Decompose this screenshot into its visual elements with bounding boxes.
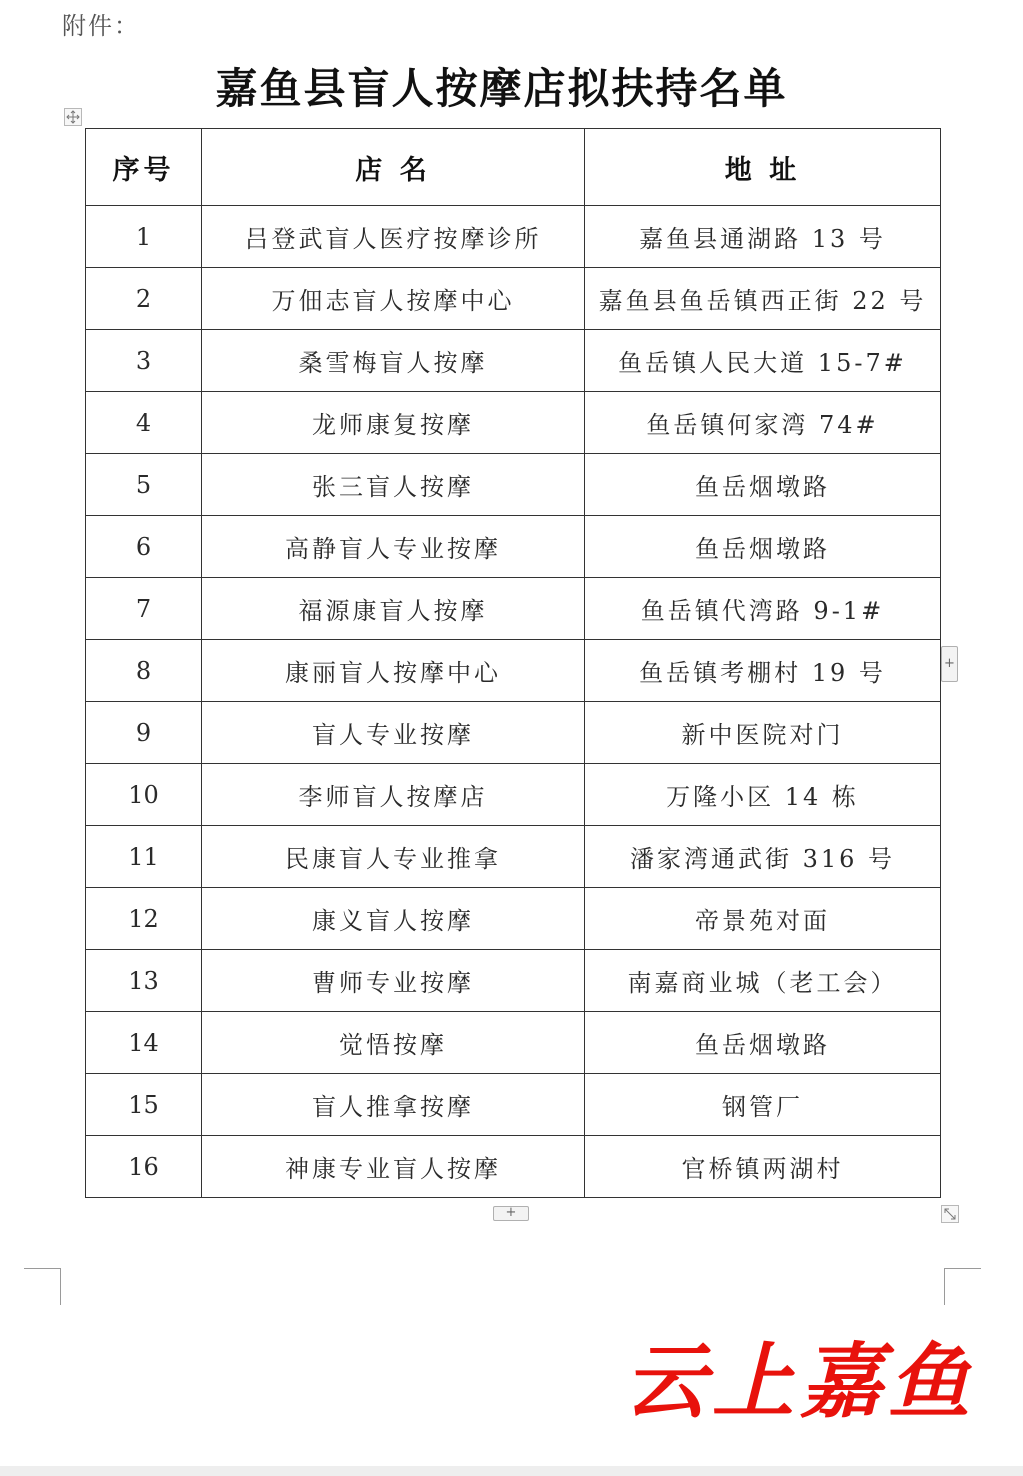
header-shop-name: 店 名 — [202, 129, 585, 206]
row-shop-name: 神康专业盲人按摩 — [202, 1136, 585, 1198]
table-row — [86, 640, 941, 702]
row-address: 钢管厂 — [585, 1074, 941, 1136]
table-row — [86, 1012, 941, 1074]
row-index: 12 — [86, 888, 202, 950]
page-corner-mark-right — [944, 1268, 981, 1305]
table-row — [86, 454, 941, 516]
row-index: 16 — [86, 1136, 202, 1198]
row-address: 新中医院对门 — [585, 702, 941, 764]
row-index: 9 — [86, 702, 202, 764]
row-address: 嘉鱼县通湖路 13 号 — [585, 206, 941, 268]
row-index: 4 — [86, 392, 202, 454]
page-bottom-edge — [0, 1466, 1023, 1476]
table-row — [86, 1074, 941, 1136]
row-shop-name: 盲人推拿按摩 — [202, 1074, 585, 1136]
row-shop-name: 张三盲人按摩 — [202, 454, 585, 516]
document-title: 嘉鱼县盲人按摩店拟扶持名单 — [215, 64, 788, 113]
row-index: 5 — [86, 454, 202, 516]
table-row — [86, 1136, 941, 1198]
table-row — [86, 764, 941, 826]
row-index: 7 — [86, 578, 202, 640]
table-row — [86, 702, 941, 764]
row-shop-name: 吕登武盲人医疗按摩诊所 — [202, 206, 585, 268]
row-shop-name: 康丽盲人按摩中心 — [202, 640, 585, 702]
table-row — [86, 888, 941, 950]
table-row — [86, 578, 941, 640]
move-icon — [65, 109, 81, 125]
table-row — [86, 330, 941, 392]
row-shop-name: 桑雪梅盲人按摩 — [202, 330, 585, 392]
row-index: 14 — [86, 1012, 202, 1074]
row-shop-name: 高静盲人专业按摩 — [202, 516, 585, 578]
watermark-text: 云上嘉鱼 — [624, 1334, 976, 1430]
row-address: 鱼岳镇人民大道 15-7# — [585, 330, 941, 392]
table-header-row — [86, 129, 941, 206]
table-row — [86, 206, 941, 268]
row-shop-name: 福源康盲人按摩 — [202, 578, 585, 640]
row-index: 6 — [86, 516, 202, 578]
add-column-button[interactable]: + — [941, 646, 958, 682]
table-resize-handle[interactable] — [941, 1205, 959, 1223]
row-address: 官桥镇两湖村 — [585, 1136, 941, 1198]
add-row-button[interactable]: + — [493, 1206, 529, 1221]
table-move-handle[interactable] — [64, 108, 82, 126]
row-address: 潘家湾通武街 316 号 — [585, 826, 941, 888]
row-index: 2 — [86, 268, 202, 330]
table-row — [86, 950, 941, 1012]
row-shop-name: 盲人专业按摩 — [202, 702, 585, 764]
row-index: 15 — [86, 1074, 202, 1136]
table-row — [86, 516, 941, 578]
row-shop-name: 万佃志盲人按摩中心 — [202, 268, 585, 330]
row-address: 南嘉商业城（老工会） — [585, 950, 941, 1012]
yunshang-jiayu-watermark — [610, 1330, 990, 1430]
row-address: 鱼岳烟墩路 — [585, 1012, 941, 1074]
row-shop-name: 曹师专业按摩 — [202, 950, 585, 1012]
row-index: 1 — [86, 206, 202, 268]
row-shop-name: 康义盲人按摩 — [202, 888, 585, 950]
row-shop-name: 龙师康复按摩 — [202, 392, 585, 454]
row-index: 11 — [86, 826, 202, 888]
row-address: 嘉鱼县鱼岳镇西正街 22 号 — [585, 268, 941, 330]
page-corner-mark-left — [24, 1268, 61, 1305]
attachment-label: 附件： — [62, 12, 140, 40]
row-address: 鱼岳镇何家湾 74# — [585, 392, 941, 454]
row-index: 10 — [86, 764, 202, 826]
row-address: 帝景苑对面 — [585, 888, 941, 950]
row-address: 鱼岳镇代湾路 9-1# — [585, 578, 941, 640]
row-address: 鱼岳镇考棚村 19 号 — [585, 640, 941, 702]
header-index: 序号 — [86, 129, 202, 206]
row-index: 13 — [86, 950, 202, 1012]
row-address: 万隆小区 14 栋 — [585, 764, 941, 826]
row-shop-name: 李师盲人按摩店 — [202, 764, 585, 826]
resize-icon — [942, 1206, 958, 1222]
table-row — [86, 268, 941, 330]
row-shop-name: 民康盲人专业推拿 — [202, 826, 585, 888]
row-shop-name: 觉悟按摩 — [202, 1012, 585, 1074]
row-address: 鱼岳烟墩路 — [585, 516, 941, 578]
shop-list-table — [85, 128, 941, 1198]
table-row — [86, 392, 941, 454]
row-index: 3 — [86, 330, 202, 392]
header-address: 地 址 — [585, 129, 941, 206]
table-row — [86, 826, 941, 888]
row-index: 8 — [86, 640, 202, 702]
row-address: 鱼岳烟墩路 — [585, 454, 941, 516]
